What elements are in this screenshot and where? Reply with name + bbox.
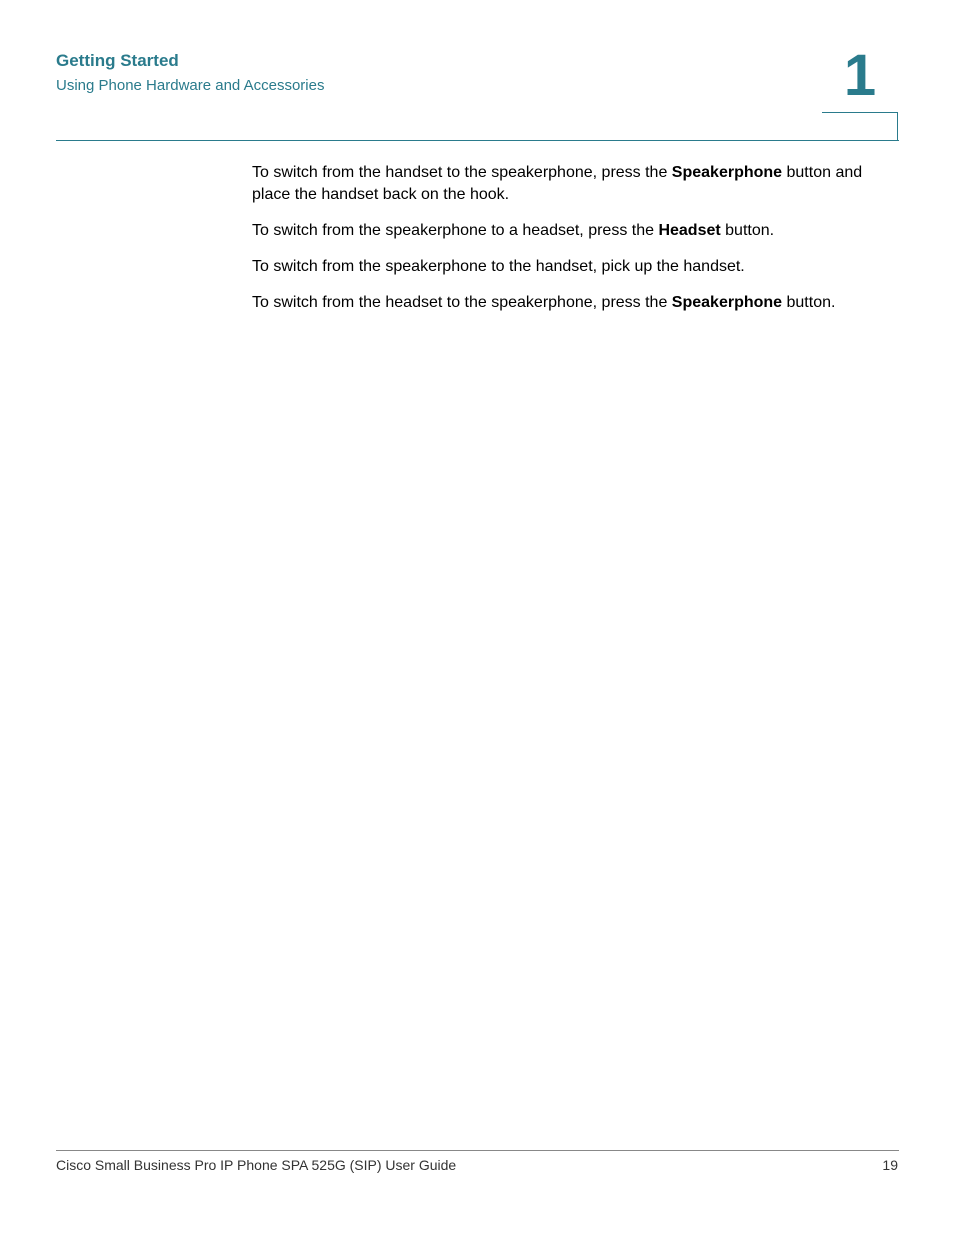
paragraph-speakerphone-to-headset: To switch from the speakerphone to a headset, press the Headset button. bbox=[252, 222, 775, 239]
chapter-title: Getting Started bbox=[56, 51, 179, 70]
body-content bbox=[252, 162, 902, 328]
paragraph-headset-to-speakerphone: To switch from the headset to the speakerphone, press the Speakerphone button. bbox=[252, 294, 836, 311]
chapter-number: 1 bbox=[843, 43, 877, 108]
footer-guide-title: Cisco Small Business Pro IP Phone SPA 525G (SIP) User Guide bbox=[56, 1157, 457, 1173]
speakerphone-button-label: Speakerphone bbox=[671, 164, 783, 181]
footer-divider bbox=[56, 1150, 899, 1151]
page-number: 19 bbox=[882, 1157, 898, 1173]
headset-button-label: Headset bbox=[658, 222, 721, 239]
section-title: Using Phone Hardware and Accessories bbox=[56, 77, 325, 94]
paragraph-speakerphone-to-handset: To switch from the speakerphone to the handset, pick up the handset. bbox=[252, 258, 745, 275]
chapter-tab-box bbox=[822, 112, 898, 140]
header-divider bbox=[56, 140, 899, 141]
paragraph-handset-to-speakerphone: To switch from the handset to the speakerphone, press the Speakerphone button and place the handset back on the hook. bbox=[252, 164, 863, 203]
speakerphone-button-label: Speakerphone bbox=[671, 294, 783, 311]
